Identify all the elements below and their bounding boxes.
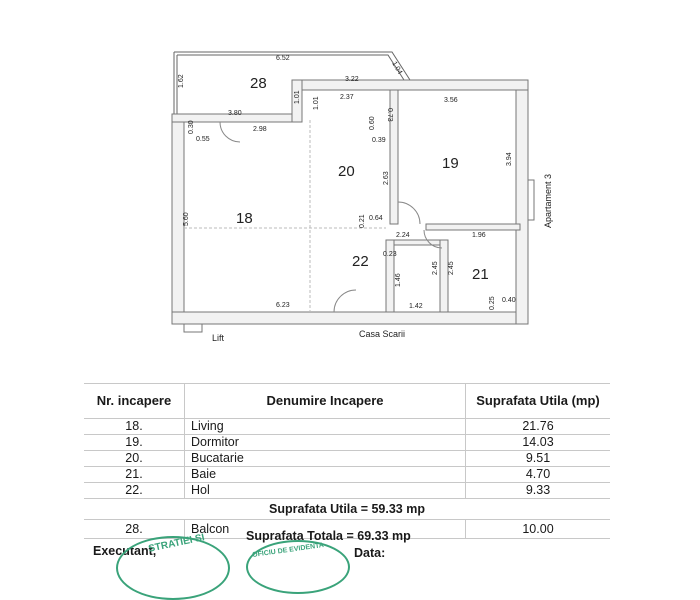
- dimension-label: 2.45: [432, 261, 439, 275]
- usable-total: Suprafata Utila = 59.33 mp: [84, 499, 610, 520]
- dimension-labels: [178, 55, 516, 310]
- apartment-label: Apartament 3: [543, 173, 553, 228]
- row-area: 9.33: [466, 483, 611, 499]
- table-row: [84, 451, 610, 467]
- dimension-label: 0.21: [359, 214, 366, 228]
- row-number: 22.: [84, 483, 185, 499]
- grand-total: Suprafata Totala = 69.33 mp: [246, 529, 411, 543]
- dimension-label: 0.30: [188, 120, 195, 134]
- room-number: 19: [442, 155, 459, 172]
- lift-label: Lift: [212, 333, 225, 343]
- row-name: Balcon: [185, 520, 466, 539]
- dimension-label: 0.55: [196, 136, 210, 143]
- dimension-label: 3.80: [228, 110, 242, 117]
- table-row: [84, 483, 610, 499]
- dimension-label: 1.96: [472, 232, 486, 239]
- dimension-label: 5.60: [183, 212, 190, 226]
- dimension-label: 6.52: [276, 55, 290, 62]
- header-area: Suprafata Utila (mp): [466, 384, 611, 419]
- executant-label: Executant,: [93, 544, 157, 558]
- row-name: Bucatarie: [185, 451, 466, 467]
- row-number: 28.: [84, 520, 185, 539]
- row-area: 21.76: [466, 419, 611, 435]
- dimension-label: 0.60: [369, 116, 376, 130]
- usable-total-row: [84, 499, 610, 520]
- dimension-label: 2.24: [396, 232, 410, 239]
- table-row: [84, 467, 610, 483]
- dimension-label: 0.23: [383, 251, 397, 258]
- table-header-row: [84, 384, 610, 419]
- dimension-label: 1.04: [390, 60, 404, 76]
- dimension-label: 0.25: [489, 296, 496, 310]
- row-area: 4.70: [466, 467, 611, 483]
- row-name: Hol: [185, 483, 466, 499]
- row-number: 19.: [84, 435, 185, 451]
- row-number: 18.: [84, 419, 185, 435]
- row-number: 20.: [84, 451, 185, 467]
- dimension-label: 1.01: [313, 96, 320, 110]
- stairs-label: Casa Scarii: [359, 329, 406, 339]
- table-row: [84, 419, 610, 435]
- dimension-label: 1.01: [294, 90, 301, 104]
- row-name: Dormitor: [185, 435, 466, 451]
- row-area: 14.03: [466, 435, 611, 451]
- dimension-label: 2.37: [340, 94, 354, 101]
- dimension-label: 2.63: [383, 171, 390, 185]
- dimension-label: 0.40: [502, 297, 516, 304]
- dimension-label: 1.62: [178, 74, 185, 88]
- dimension-label: 1.42: [409, 303, 423, 310]
- row-name: Baie: [185, 467, 466, 483]
- dimension-label: 2.45: [448, 261, 455, 275]
- row-name: Living: [185, 419, 466, 435]
- data-label: Data:: [354, 546, 386, 560]
- table-row: [84, 435, 610, 451]
- row-area: 9.51: [466, 451, 611, 467]
- dimension-label: 0.39: [372, 137, 386, 144]
- dimension-label: 3.56: [444, 97, 458, 104]
- room-numbers: [236, 75, 489, 283]
- room-number: 20: [338, 163, 355, 180]
- dimension-label: 0.73: [386, 108, 393, 122]
- row-area: 10.00: [466, 520, 611, 539]
- room-number: 21: [472, 266, 489, 283]
- dimension-label: 1.46: [395, 273, 402, 287]
- room-number: 28: [250, 75, 267, 92]
- dimension-label: 6.23: [276, 302, 290, 309]
- room-number: 18: [236, 210, 253, 227]
- dimension-label: 3.94: [506, 152, 513, 166]
- dimension-label: 3.22: [345, 76, 359, 83]
- header-name: Denumire Incapere: [185, 384, 466, 419]
- row-number: 21.: [84, 467, 185, 483]
- stamp-text: STRATIEI SI: [147, 532, 206, 555]
- dimension-label: 0.64: [369, 215, 383, 222]
- room-number: 22: [352, 253, 369, 270]
- dimension-label: 2.98: [253, 126, 267, 133]
- header-number: Nr. incapere: [84, 384, 185, 419]
- stamp-text: OFICIU DE EVIDENTA: [251, 542, 325, 559]
- rooms-table: [84, 383, 610, 539]
